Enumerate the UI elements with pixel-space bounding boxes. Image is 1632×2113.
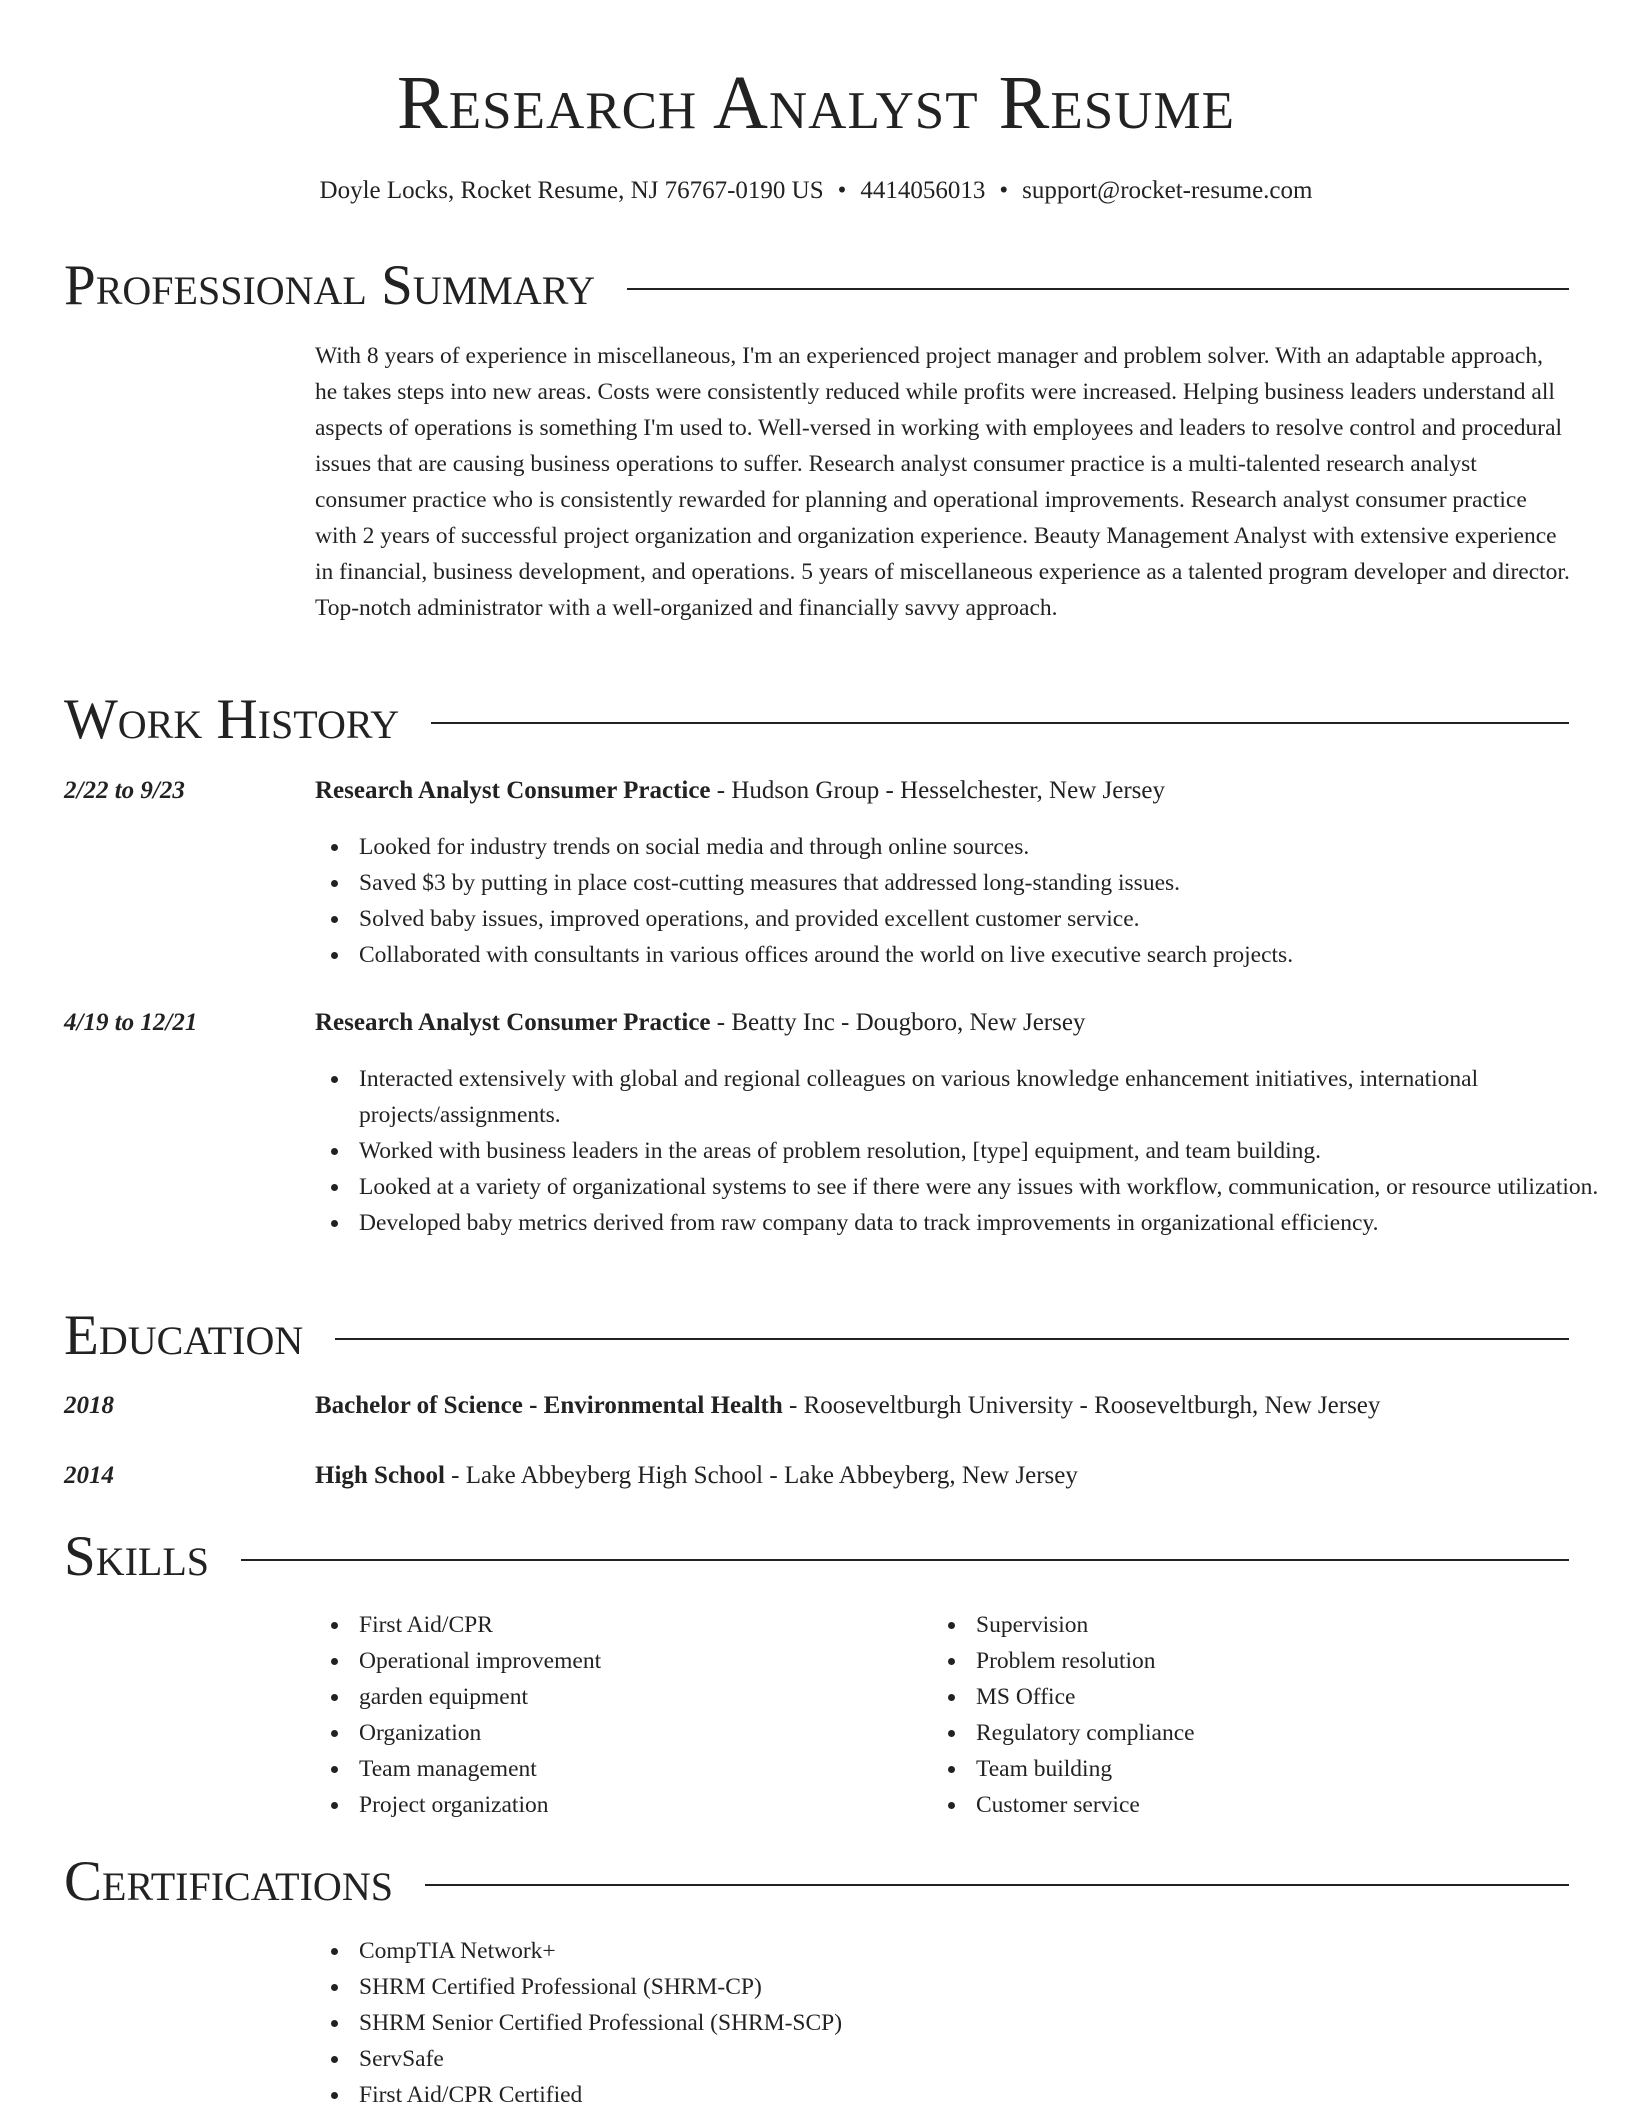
skill-item: Team management	[359, 1751, 1614, 1787]
skills-section-header	[64, 1525, 1569, 1589]
certification-item: SHRM Senior Certified Professional (SHRM-SCP)	[359, 2005, 1614, 2041]
skills-heading: Skills	[64, 1525, 210, 1588]
job-title: Research Analyst Consumer Practice	[315, 1009, 711, 1036]
job-bullets	[315, 1061, 1614, 1241]
list-item: Interacted extensively with global and regional colleagues on various knowledge enhancement initiatives, international projects/assignments.	[359, 1061, 1614, 1133]
education-line	[315, 1460, 1570, 1492]
skill-item: Customer service	[976, 1787, 1632, 1823]
education-year: 2014	[64, 1462, 114, 1489]
list-item: Developed baby metrics derived from raw company data to track improvements in organizational efficiency.	[359, 1205, 1614, 1241]
skill-item: Regulatory compliance	[976, 1715, 1632, 1751]
contact-email[interactable]: support@rocket-resume.com	[1022, 177, 1313, 204]
skill-item: MS Office	[976, 1679, 1632, 1715]
resume-title: Research Analyst Resume	[397, 61, 1235, 145]
skill-item: Project organization	[359, 1787, 1614, 1823]
summary-section-header	[64, 254, 1569, 318]
education-line	[315, 1390, 1570, 1422]
education-degree: High School	[315, 1462, 445, 1489]
summary-heading: Professional Summary	[64, 254, 596, 317]
education-degree: Bachelor of Science - Environmental Health	[315, 1392, 783, 1419]
contact-separator: •	[837, 177, 847, 204]
certification-item: ServSafe	[359, 2041, 1614, 2077]
section-divider	[431, 722, 1569, 724]
section-divider	[425, 1884, 1569, 1886]
list-item: Collaborated with consultants in various offices around the world on live executive search projects.	[359, 937, 1614, 973]
contact-address: Doyle Locks, Rocket Resume, NJ 76767-0190 US	[319, 177, 824, 204]
summary-text: With 8 years of experience in miscellaneous, I'm an experienced project manager and problem solver. With an adaptable approach, he takes steps into new areas. Costs were consistently reduced while profits were increased. Helping business leaders understand all aspects of operations is something I'm used to. Well-versed in working with employees and leaders to resolve control and procedural issues that are causing business operations to suffer. Research analyst consumer practice is a multi-talented research analyst consumer practice who is consistently rewarded for planning and operational improvements. Research analyst consumer practice with 2 years of successful project organization and organization experience. Beauty Management Analyst with extensive experience in financial, business development, and operations. 5 years of miscellaneous experience as a talented program developer and director. Top-notch administrator with a well-organized and financially savvy approach.	[315, 343, 1570, 621]
list-item: Worked with business leaders in the areas of problem resolution, [type] equipment, and team building.	[359, 1133, 1614, 1169]
education-school: - Lake Abbeyberg High School - Lake Abbeyberg, New Jersey	[444, 1462, 1078, 1489]
job-title: Research Analyst Consumer Practice	[315, 777, 711, 804]
job-title-line	[315, 1007, 1570, 1039]
skill-item: Problem resolution	[976, 1643, 1632, 1679]
skill-item: garden equipment	[359, 1679, 1614, 1715]
education-year: 2018	[64, 1392, 114, 1419]
certification-item: CompTIA Network+	[359, 1933, 1614, 1969]
skill-item: Supervision	[976, 1607, 1632, 1643]
contact-separator: •	[999, 177, 1009, 204]
contact-phone[interactable]: 4414056013	[860, 177, 986, 204]
certifications-list	[315, 1933, 1614, 2113]
work-heading: Work History	[64, 688, 400, 751]
list-item: Looked for industry trends on social media and through online sources.	[359, 829, 1614, 865]
job-dates: 4/19 to 12/21	[64, 1009, 198, 1036]
job-bullets	[315, 829, 1614, 973]
skill-item: Operational improvement	[359, 1643, 1614, 1679]
skill-item: First Aid/CPR	[359, 1607, 1614, 1643]
job-title-line	[315, 775, 1570, 807]
education-school: - Rooseveltburgh University - Rooseveltburgh, New Jersey	[782, 1392, 1381, 1419]
education-heading: Education	[64, 1304, 304, 1367]
job-employer: - Beatty Inc - Dougboro, New Jersey	[710, 1009, 1086, 1036]
education-section-header	[64, 1304, 1569, 1368]
certifications-heading: Certifications	[64, 1850, 393, 1913]
section-divider	[241, 1559, 1569, 1561]
list-item: Looked at a variety of organizational systems to see if there were any issues with workflow, communication, or resource utilization.	[359, 1169, 1614, 1205]
job-employer: - Hudson Group - Hesselchester, New Jersey	[710, 777, 1165, 804]
certifications-section-header	[64, 1850, 1569, 1914]
section-divider	[627, 288, 1569, 290]
section-divider	[335, 1338, 1569, 1340]
skills-list-right	[932, 1607, 1632, 1823]
skill-item: Organization	[359, 1715, 1614, 1751]
list-item: Solved baby issues, improved operations, and provided excellent customer service.	[359, 901, 1614, 937]
work-section-header	[64, 688, 1569, 752]
contact-line	[0, 176, 1632, 206]
skill-item: Team building	[976, 1751, 1632, 1787]
list-item: Saved $3 by putting in place cost-cutting measures that addressed long-standing issues.	[359, 865, 1614, 901]
certification-item: SHRM Certified Professional (SHRM-CP)	[359, 1969, 1614, 2005]
certification-item: First Aid/CPR Certified	[359, 2077, 1614, 2113]
job-dates: 2/22 to 9/23	[64, 777, 185, 804]
